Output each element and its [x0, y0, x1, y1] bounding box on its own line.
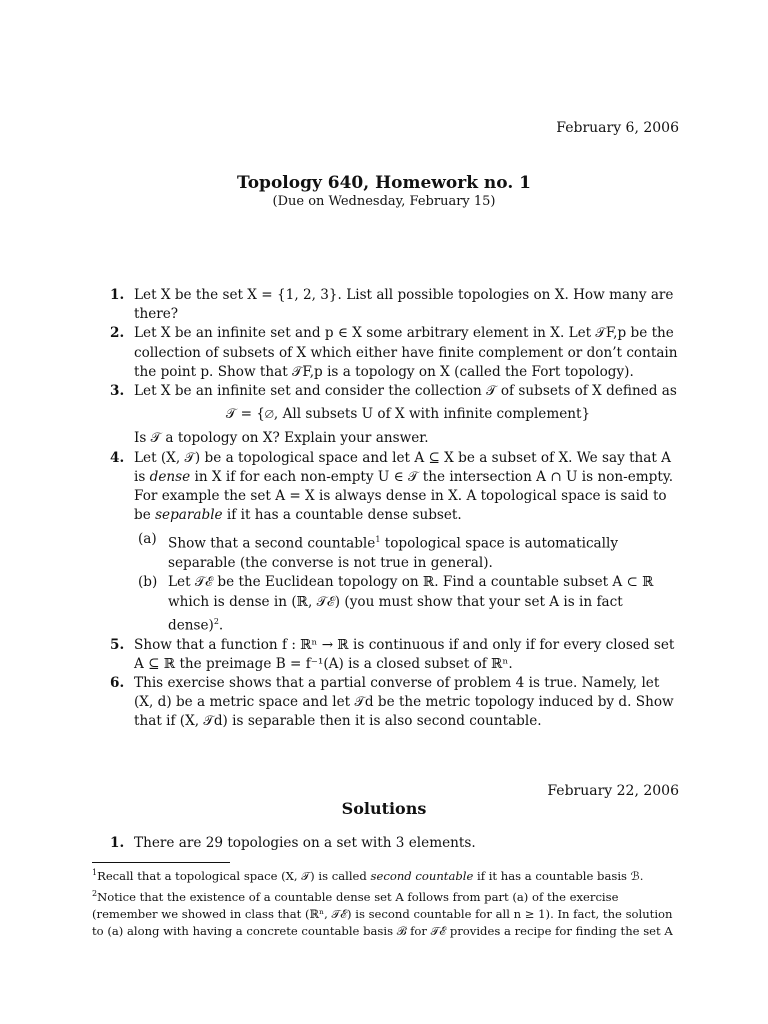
- problem-text: Let X be the set X = {1, 2, 3}. List all possible topologies on X. How many are there?: [134, 287, 674, 323]
- homework-date: February 6, 2006: [556, 120, 679, 136]
- part-text: Let 𝒯ℰ be the Euclidean topology on ℝ. Find a countable subset A ⊂ ℝ which is dense in (ℝ, 𝒯ℰ) (you must show that your set A is in fact dense): [168, 574, 654, 634]
- problem-number: 5.: [110, 636, 125, 653]
- footnote-1: [92, 864, 682, 885]
- problem-text-part: Let (X, 𝒯) be a topological space and let A ⊆ X be a subset of X. We say that A is: [134, 449, 671, 485]
- problem-text: Let X be an infinite set and consider the collection 𝒯 of subsets of X defined as: [134, 383, 677, 400]
- solution-text: There are 29 topologies on a set with 3 elements.: [134, 835, 476, 851]
- footnote-text: Recall that a topological space (X, 𝒯) is called: [97, 868, 371, 883]
- problem-list: [110, 286, 682, 732]
- problem-followup: Is 𝒯 a topology on X? Explain your answer.: [134, 430, 429, 447]
- part-label: (a): [138, 531, 157, 548]
- footnote-mark: 2: [92, 888, 98, 898]
- problem-text: This exercise shows that a partial converse of problem 4 is true. Namely, let (X, d) be a metric space and let 𝒯d be the metric topology induced by d. Show that if (X, 𝒯d) is separable then it is also second countable.: [134, 674, 674, 730]
- part-label: (b): [138, 574, 158, 591]
- footnote-divider: [92, 862, 230, 863]
- problem-text: Let X be an infinite set and p ∈ X some arbitrary element in X. Let 𝒯F,p be the collection of subsets of X which either have finite complement or don’t contain the point p. Show that 𝒯F,p is a topology on X (called the Fort topology).: [134, 325, 678, 380]
- footnote-mark: 1: [92, 868, 98, 877]
- footnote-ref[interactable]: 2: [213, 616, 219, 626]
- separable-term: separable: [155, 507, 223, 524]
- problem-5: [110, 636, 682, 674]
- problem-number: 6.: [110, 674, 125, 691]
- footnotes: [92, 864, 682, 940]
- part-text: .: [218, 617, 224, 634]
- display-equation: 𝒯 = {∅, All subsets U of X with infinite complement}: [225, 406, 591, 423]
- dense-term: dense: [149, 468, 191, 485]
- page-title: Topology 640, Homework no. 1: [237, 173, 531, 193]
- problem-text-part: if it has a countable dense subset.: [222, 507, 462, 524]
- problem-number: 1.: [110, 287, 125, 303]
- problem-1: [110, 286, 682, 324]
- problem-text-part: in X if for each non-empty U ∈ 𝒯 the intersection A ∩ U is non-empty. For example the set A = X is always dense in X. A topological space is said to be: [134, 468, 674, 524]
- problem-number: 4.: [110, 449, 125, 466]
- part-text: topological space is automatically separable (the converse is not true in general).: [168, 535, 619, 572]
- solution-list: [110, 834, 682, 853]
- problem-text: Show that a function f : ℝⁿ → ℝ is continuous if and only if for every closed set A ⊆ ℝ the preimage B = f⁻¹(A) is a closed subset of ℝⁿ.: [134, 636, 675, 672]
- problem-2: [110, 324, 682, 382]
- solutions-heading: Solutions: [341, 799, 427, 818]
- footnote-emphasis: second countable: [370, 868, 474, 883]
- part-text: Show that a second countable: [168, 535, 376, 552]
- solution-number: 1.: [110, 835, 125, 851]
- problem-number: 3.: [110, 383, 125, 400]
- solutions-date: February 22, 2006: [547, 783, 679, 799]
- problem-3: [110, 382, 682, 449]
- footnote-ref[interactable]: 1: [375, 535, 381, 545]
- problem-6: [110, 674, 682, 732]
- problem-4a: [138, 530, 682, 573]
- problem-number: 2.: [110, 325, 125, 342]
- due-date-subtitle: (Due on Wednesday, February 15): [272, 194, 496, 209]
- solution-1: [110, 834, 682, 853]
- problem-4b: [138, 573, 682, 635]
- footnote-text: if it has a countable basis ℬ.: [473, 868, 644, 883]
- footnote-text: Notice that the existence of a countable dense set A follows from part (a) of the exercise (remember we showed in class that (ℝⁿ, 𝒯ℰ) is second countable for all n ≥ 1). In fact, the solution to (a) along with having a concrete countable basis ℬ for 𝒯ℰ provides a recipe for finding the set A: [92, 889, 673, 938]
- footnote-2: [92, 885, 682, 940]
- problem-4: [110, 449, 682, 636]
